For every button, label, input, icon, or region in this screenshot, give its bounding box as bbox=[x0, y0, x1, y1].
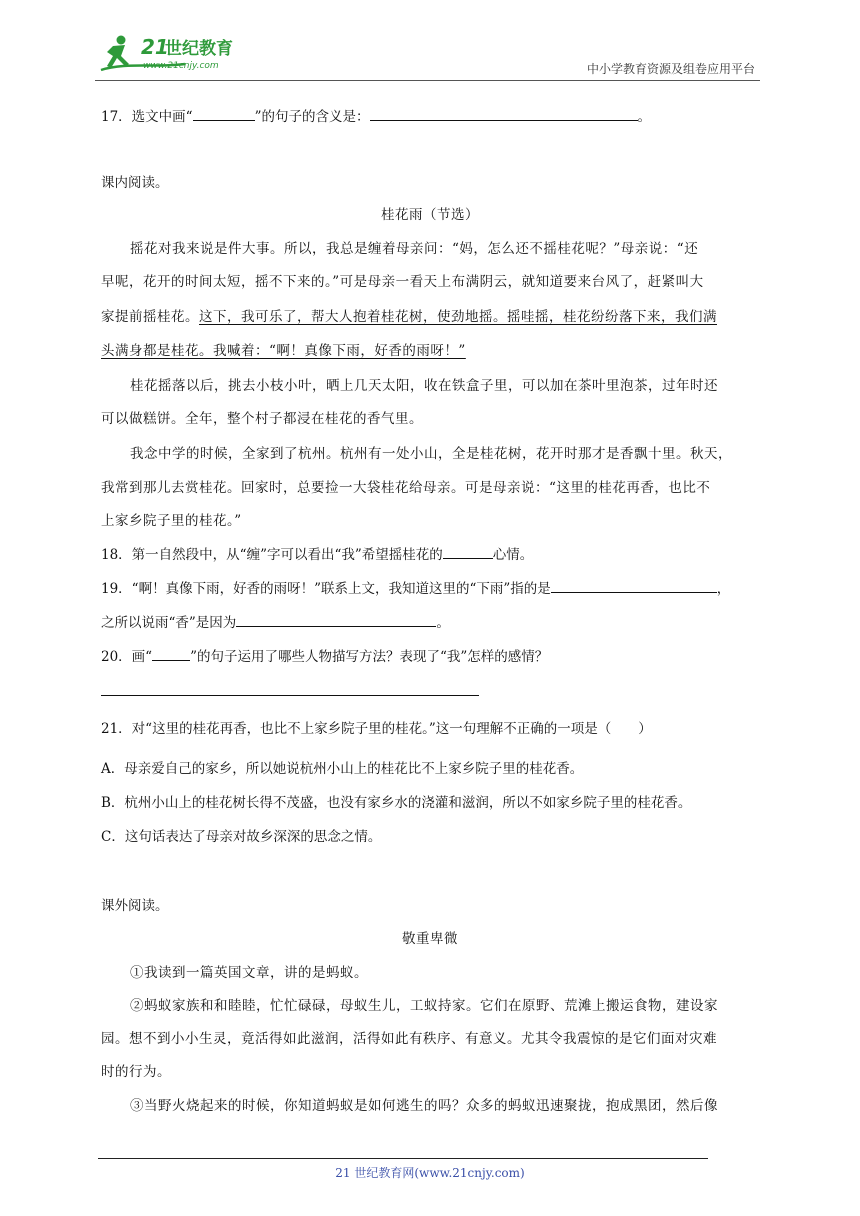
option-a: A．母亲爱自己的家乡，所以她说杭州小山上的桂花比不上家乡院子里的桂花香。 bbox=[101, 761, 584, 777]
passage-title-1: 桂花雨（节选） bbox=[381, 207, 479, 223]
footer-divider bbox=[98, 1158, 708, 1159]
passage2-line: ①我读到一篇英国文章，讲的是蚂蚁。 bbox=[130, 965, 368, 981]
section-label-inclass: 课内阅读。 bbox=[101, 175, 169, 191]
question-19: 19．“啊！真像下雨，好香的雨呀！”联系上文，我知道这里的“下雨”指的是 ， bbox=[101, 581, 731, 597]
passage1-line: 可以做糕饼。全年，整个村子都浸在桂花的香气里。 bbox=[101, 411, 423, 427]
passage1-line: 早呢，花开的时间太短，摇不下来的。”可是母亲一看天上布满阴云，就知道要来台风了，赶紧叫大 bbox=[101, 274, 704, 290]
underlined-sentence: 头满身都是桂花。我喊着：“啊！真像下雨，好香的雨呀！” bbox=[101, 343, 466, 359]
question-17: 17．选文中画“ ”的句子的含义是： 。 bbox=[101, 109, 651, 125]
option-b: B．杭州小山上的桂花树长得不茂盛，也没有家乡水的浇灌和滋润，所以不如家乡院子里的桂花香。 bbox=[101, 795, 692, 811]
passage1-line: 桂花摇落以后，挑去小枝小叶，晒上几天太阳，收在铁盒子里，可以加在茶叶里泡茶，过年时还 bbox=[130, 378, 718, 394]
passage2-line: 时的行为。 bbox=[101, 1064, 171, 1080]
passage2-line: 园。想不到小小生灵，竟活得如此滋润，活得如此有秩序、有意义。尤其令我震惊的是它们面对灾难 bbox=[101, 1031, 717, 1047]
answer-line bbox=[101, 695, 479, 696]
question-18: 18．第一自然段中，从“缠”字可以看出“我”希望摇桂花的 心情。 bbox=[101, 547, 534, 563]
platform-name: 中小学教育资源及组卷应用平台 bbox=[586, 62, 755, 76]
header-divider bbox=[95, 80, 760, 81]
svg-text:www.21cnjy.com: www.21cnjy.com bbox=[143, 61, 219, 71]
svg-text:世纪教育: 世纪教育 bbox=[165, 39, 233, 59]
passage1-line: 摇花对我来说是件大事。所以，我总是缠着母亲问：“妈，怎么还不摇桂花呢？”母亲说：“还 bbox=[130, 241, 699, 257]
passage1-line: 我念中学的时候，全家到了杭州。杭州有一处小山，全是桂花树，花开时那才是香飘十里。秋天， bbox=[130, 446, 732, 462]
passage-title-2: 敬重卑微 bbox=[402, 931, 458, 947]
option-c: C．这句话表达了母亲对故乡深深的思念之情。 bbox=[101, 829, 382, 845]
underlined-sentence: 这下，我可乐了，帮大人抱着桂花树，使劲地摇。摇哇摇，桂花纷纷落下来，我们满 bbox=[199, 309, 717, 325]
passage2-line: ②蚂蚁家族和和睦睦，忙忙碌碌，母蚁生儿，工蚁持家。它们在原野、荒滩上搬运食物，建设家 bbox=[130, 998, 718, 1014]
section-label-extracurricular: 课外阅读。 bbox=[101, 898, 169, 914]
page-header bbox=[95, 30, 755, 80]
passage1-line: 上家乡院子里的桂花。” bbox=[101, 513, 242, 529]
question-21: 21．对“这里的桂花再香，也比不上家乡院子里的桂花。”这一句理解不正确的一项是（ ） bbox=[101, 721, 652, 737]
passage2-line: ③当野火烧起来的时候，你知道蚂蚁是如何逃生的吗？众多的蚂蚁迅速聚拢，抱成黑团，然后像 bbox=[130, 1098, 718, 1114]
svg-text:21: 21 bbox=[141, 35, 169, 59]
footer-text[interactable]: 21 世纪教育网(www.21cnjy.com) bbox=[335, 1166, 525, 1180]
question-20: 20．画“ ”的句子运用了哪些人物描写方法？表现了“我”怎样的感情？ bbox=[101, 649, 549, 665]
logo-icon bbox=[95, 30, 265, 78]
passage1-line: 家提前摇桂花。这下，我可乐了，帮大人抱着桂花树，使劲地摇。摇哇摇，桂花纷纷落下来，我们满 bbox=[101, 309, 717, 325]
question-19-cont: 之所以说雨“香”是因为 。 bbox=[101, 615, 450, 631]
passage1-line: 我常到那儿去赏桂花。回家时，总要捡一大袋桂花给母亲。可是母亲说：“这里的桂花再香，也比不 bbox=[101, 480, 711, 496]
